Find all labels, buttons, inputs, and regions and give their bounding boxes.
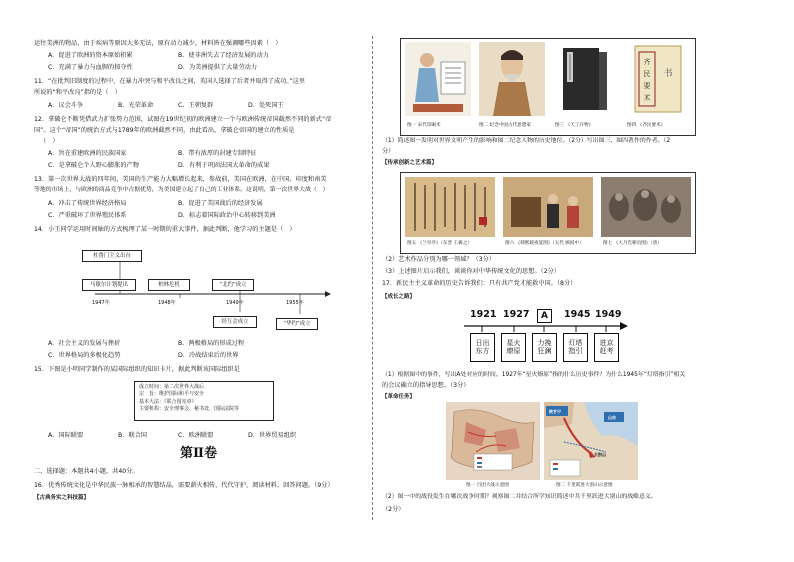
q11-option-c: C．王朝复辟 (178, 102, 214, 109)
q17-1-stem: （1）根据图中的事件，写出A处对应的时间。1927年“星火燎原”指的什么历史事件？为什么1945年“灯塔指引”相关 (382, 372, 686, 378)
q10-stem: 运往美洲的物品，由于疾病等原因大多无法，原有动力减少，材料皆在强调哪些因素（ ） (34, 40, 282, 47)
q17-tag-task: 【革命任务】 (382, 394, 416, 400)
caption-fig2: 图二 纪念中国古代思想家 (479, 123, 531, 128)
q17-box-spark (501, 333, 526, 362)
q15-stem: 15．下图是小明同学制作的某国际组织的知识卡片，据此判断该国际组织是 (34, 366, 240, 373)
map2-label-shaanganning: 陕甘宁 (549, 409, 561, 414)
q13-option-d: D．标志着国际政治中心转移到美洲 (178, 212, 276, 219)
q17-box5-line1: 进京 (599, 338, 614, 347)
section-2-heading: 二、选择题：本题共4小题，共40分。 (34, 468, 139, 475)
caption-art1: 图五 《兰亭序》（东晋 王羲之） (407, 241, 472, 246)
q15-knowledge-card (134, 381, 274, 421)
part-2-title: 第Ⅱ卷 (180, 446, 217, 461)
q17-year-1927: 1927 (503, 309, 530, 320)
stone-relief (601, 177, 691, 237)
banquet-painting (503, 177, 593, 237)
caption-fig4: 图四 《齐民要术》 (627, 123, 666, 128)
q15-option-a: A．国际联盟 (48, 432, 84, 439)
q17-year-1945: 1945 (564, 309, 591, 320)
q14-axis-arrow (325, 291, 331, 297)
q14-event-marshall: 马歇尔计划提出 (82, 279, 136, 291)
q17-box2-line2: 燎原 (506, 346, 521, 355)
q14-stem: 14．小王同学运用时间轴的方式梳理了某一时期的重大事件，据此判断，他学习的主题是（ ） (34, 226, 296, 233)
map-dabie-mountains (544, 402, 638, 480)
q17-tag-growth: 【成长之路】 (382, 294, 416, 300)
q10-option-d: D．为美洲提供了大量劳动力 (178, 64, 258, 71)
q17-stem: 17．新民主主义革命的历史告诉我们：只有共产党才能救中国。（8分） (382, 280, 577, 287)
q12-option-a: A．旨在重建欧洲的民族国家 (48, 150, 127, 157)
q13-option-b: B．促进了美国战后的经济发展 (178, 200, 263, 207)
q17-box3-line2: 狂澜 (537, 346, 552, 355)
q15-option-d: D．世界贸易组织 (248, 432, 297, 439)
q17-box-lighthouse (563, 333, 588, 362)
q16-tag-science: 【古典务实之科技篇】 (34, 495, 90, 501)
q10-option-b: B．使非洲失去了经济发展的动力 (178, 52, 269, 59)
q17-mark-a: A (537, 309, 552, 323)
q12-stem-line3: （ ） (40, 138, 59, 145)
q15-card-line4: 主要机构：安全理事会、秘书处、国际法院等 (139, 405, 240, 412)
q14-event-berlin: 柏林危机 (148, 279, 190, 291)
q17-box4-line2: 指引 (568, 346, 583, 355)
caption-fig3: 图三 《天工开物》 (555, 123, 594, 128)
q14-event-nato: “北约”成立 (212, 279, 254, 291)
q16-1-stem-cont: 分） (382, 148, 395, 155)
q14-year-1955: 1955年 (286, 300, 304, 306)
printing-illustration (405, 42, 471, 116)
q17-box2-line1: 星火 (506, 338, 521, 347)
q12-stem-line2: 国”。这个“帝国”的统治方式与1789年的欧洲截然不同，由此看出，拿破仑帝国的建立的性质是 (34, 127, 295, 134)
q16-figure-panel (400, 38, 696, 136)
q17-year-1949: 1949 (595, 309, 622, 320)
q16-tag-art: 【传承创新之艺术篇】 (382, 160, 438, 166)
q14-option-b: B．两极格局的形成过程 (178, 340, 245, 347)
calligraphy-artwork (405, 177, 495, 237)
q17-1-stem-cont: 的会议确立的指导思想。（3分） (382, 382, 470, 389)
q15-card-line1: 成立时间：第二次世界大战后 (139, 384, 205, 390)
q10-option-a: A．促进了欧洲的资本原始积累 (48, 52, 133, 59)
q10-option-c: C．充满了暴力与血腥的掠夺性 (48, 64, 133, 71)
q16-stem: 16．优秀传统文化是中华民族一脉相承的智慧结晶，需要薪火相传，代代守护，阅读材料，回答问题。（9分） (34, 482, 334, 489)
q15-option-b: B．联合国 (118, 432, 147, 439)
q17-box1-line1: 日出 (475, 338, 490, 347)
q15-card-line3: 基本大法：《联合国宪章》 (139, 398, 197, 405)
caption-art2: 图六 《韩熙载夜宴图》（五代 顾闳中） (505, 241, 584, 246)
q17-box-sunrise (470, 333, 495, 362)
thinker-portrait (479, 42, 545, 116)
q11-stem-line1: 11．“在批判旧制度的过程中，在暴力冲突与和平改良之间，英国人选择了后者并取得了成功。”这里 (34, 78, 306, 85)
q11-option-b: B．光荣革命 (118, 102, 154, 109)
map2-label-shandong: 山东 (608, 415, 616, 420)
column-divider (372, 36, 373, 520)
map2-label-dabieshan: 大别山 (594, 452, 606, 457)
q14-option-a: A．社会主义的发展与挫折 (48, 340, 121, 347)
q14-year-1949: 1949年 (226, 300, 244, 306)
caption-map1: 图一 百团大战示意图 (466, 483, 509, 488)
svg-text:民: 民 (643, 70, 651, 78)
q12-stem-line1: 12．拿破仑不断凭借武力扩张势力范围，试图在19世纪初的欧洲建立一个与欧洲传统帝国截然不同的新式“帝 (34, 116, 332, 123)
q17-box1-line2: 东方 (475, 346, 490, 355)
q14-year-1947: 1947年 (92, 300, 110, 306)
q11-option-d: D．处死国王 (248, 102, 284, 109)
q14-event-comecon: 经互会成立 (213, 316, 257, 328)
svg-text:要: 要 (643, 82, 651, 90)
map1-graphic (446, 402, 540, 480)
book-set-image (553, 42, 617, 116)
q14-year-1948: 1948年 (158, 300, 176, 306)
q14-option-d: D．冷战结束后的世界 (178, 352, 239, 359)
q12-option-c: C．是拿破仑个人野心膨胀的产物 (48, 162, 139, 169)
q17-year-1921: 1921 (470, 309, 497, 320)
q13-stem-line2: 等地的市场上，与欧洲的商品竞争中占据优势，为美国建立起了自己的工业体系。这说明，第一次世界大战（ ） (34, 187, 329, 193)
q17-2-stem-cont: （2分） (382, 506, 405, 513)
q17-box5-line2: 赶考 (599, 346, 614, 355)
calligraphy-cover (625, 42, 691, 116)
q17-box-turn (532, 333, 557, 362)
q16-3-stem: （3）上述图片启示我们，谈谈你对中华传统文化的思想。（2分） (382, 268, 561, 275)
svg-text:书: 书 (663, 69, 673, 79)
q15-card-line2: 宗 旨：维护国际和平与安全 (139, 391, 205, 398)
q13-option-c: C．严重破坏了世界殖民体系 (48, 212, 127, 219)
q11-option-a: A．议会斗争 (48, 102, 84, 109)
caption-map2: 图二 千里跃进大别山示意图 (556, 483, 613, 488)
q14-event-truman: 杜鲁门主义出台 (82, 250, 142, 262)
q12-option-b: B．带有浓厚的封建专制特征 (178, 150, 257, 157)
q17-box-capital (594, 333, 619, 362)
q13-option-a: A．冲击了传统世界经济格局 (48, 200, 127, 207)
caption-art3: 图七 《大月氏朝贡图》（唐） (603, 241, 662, 246)
q13-stem-line1: 13．第一次世界大战的四年间，美国的生产能力大幅增长起来，参战前，美国在欧洲，在中国、印度和南美 (34, 176, 327, 183)
caption-fig1: 图一 宋代印刷术 (407, 123, 441, 128)
q17-box3-line1: 力挽 (537, 338, 552, 347)
q14-option-c: C．世界格局的多极化趋势 (48, 352, 121, 359)
q17-2-stem: （2）图一中的战役发生在哪次战争时期？观察图二并结合所学知识简述中共千里跃进大别山的战略意义。 (382, 494, 657, 500)
q12-option-d: D．有利于巩固法国大革命的成果 (178, 162, 270, 169)
q16-2-stem: （2）艺术作品分别为哪一领域？（3分） (382, 256, 496, 263)
q14-event-warsaw: “华约”成立 (276, 318, 318, 330)
q16-1-stem: （1）简述图一发明对世界文明产生的影响和图二纪念人物的历史地位。（2分）写出图三、图四著作的作者。（2 (382, 138, 671, 144)
q15-option-c: C．欧洲联盟 (178, 432, 214, 439)
svg-text:齐: 齐 (643, 58, 651, 66)
q11-stem-line2: 所说的“和平改良”指的是（ ） (34, 89, 121, 96)
map-hundred-regiments (446, 402, 540, 480)
art-figure-panel (400, 172, 696, 254)
svg-text:术: 术 (643, 94, 651, 102)
q17-box4-line1: 灯塔 (568, 338, 583, 347)
